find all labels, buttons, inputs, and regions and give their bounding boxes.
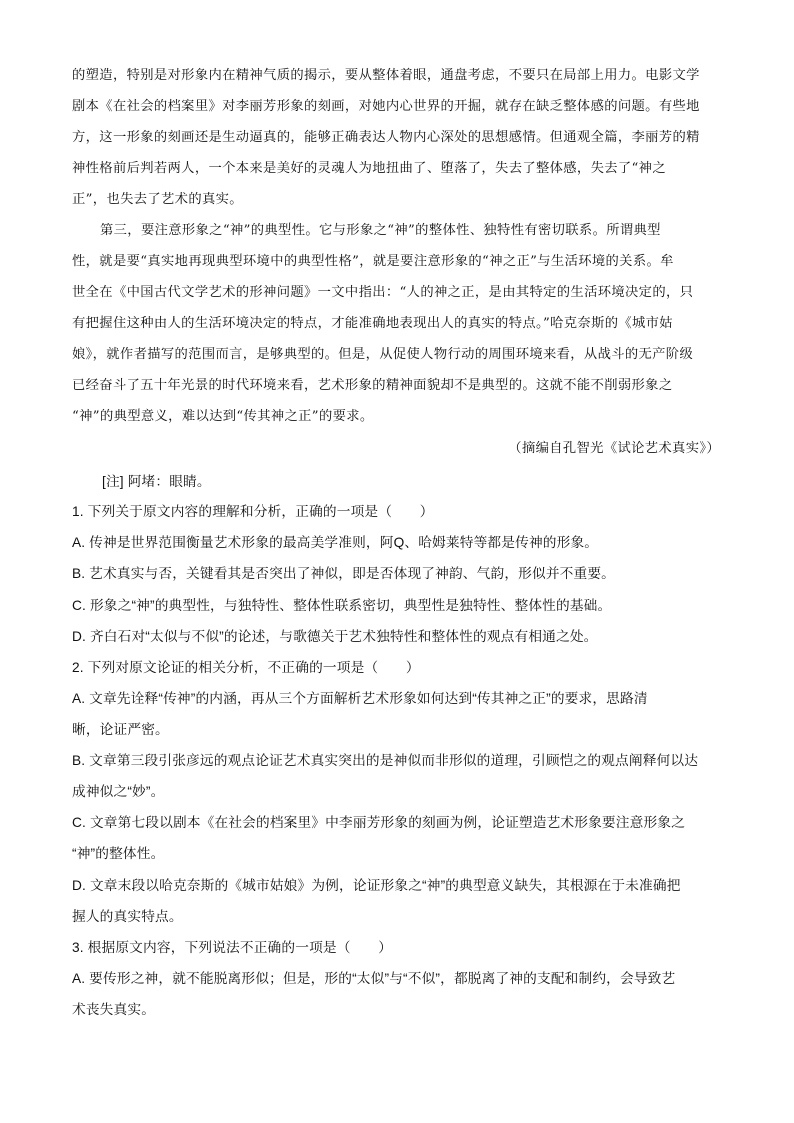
option-d[interactable]: D. 齐白石对“太似与不似”的论述，与歌德关于艺术独特性和整体性的观点有相通之处。 — [72, 629, 598, 644]
source-attribution: （摘编自孔智光《试论艺术真实》） — [508, 441, 720, 456]
option-b-continued[interactable]: 成神似之“妙”。 — [72, 784, 165, 799]
option-c-continued[interactable]: “神”的整体性。 — [72, 846, 165, 861]
text-line: 第三，要注意形象之“神”的典型性。它与形象之“神”的整体性、独特性有密切联系。所谓典型 — [100, 223, 661, 238]
text-line: 神性格前后判若两人，一个本来是美好的灵魂人为地扭曲了、堕落了，失去了整体感，失去了“神之 — [72, 161, 666, 176]
option-a[interactable]: A. 文章先诠释“传神”的内涵，再从三个方面解析艺术形象如何达到“传其神之正”的要求，思路清 — [72, 691, 648, 706]
text-line: 正”，也失去了艺术的真实。 — [72, 192, 243, 207]
text-line: 世全在《中国古代文学艺术的形神问题》一文中指出：“人的神之正，是由其特定的生活环境决定的，只 — [72, 285, 694, 300]
question-stem: 3. 根据原文内容，下列说法不正确的一项是（ ） — [72, 940, 393, 955]
option-b[interactable]: B. 艺术真实与否，关键看其是否突出了神似，即是否体现了神韵、气韵，形似并不重要。 — [72, 566, 616, 581]
annotation-note: [注] 阿堵：眼睛。 — [102, 474, 211, 489]
option-c[interactable]: C. 文章第七段以剧本《在社会的档案里》中李丽芳形象的刻画为例，论证塑造艺术形象要注意形象之 — [72, 815, 685, 830]
option-d-continued[interactable]: 握人的真实特点。 — [72, 909, 183, 924]
option-a[interactable]: A. 传神是世界范围衡量艺术形象的最高美学准则，阿Q、哈姆莱特等都是传神的形象。 — [72, 535, 599, 550]
option-a-continued[interactable]: 晰，论证严密。 — [72, 722, 169, 737]
option-d[interactable]: D. 文章末段以哈克奈斯的《城市姑娘》为例，论证形象之“神”的典型意义缺失，其根源在于未准确把 — [72, 878, 681, 893]
text-line: 方，这一形象的刻画还是生动逼真的，能够正确表达人物内心深处的思想感情。但通观全篇，李丽芳的精 — [72, 130, 700, 145]
text-line: 有把握住这种由人的生活环境决定的特点，才能准确地表现出人的真实的特点。”哈克奈斯的《城市姑 — [72, 316, 673, 331]
text-line: 剧本《在社会的档案里》对李丽芳形象的刻画，对她内心世界的开掘，就存在缺乏整体感的问题。有些地 — [72, 99, 700, 114]
text-line: 的塑造，特别是对形象内在精神气质的揭示，要从整体着眼，通盘考虑，不要只在局部上用力。电影文学 — [72, 68, 700, 83]
option-b[interactable]: B. 文章第三段引张彦远的观点论证艺术真实突出的是神似而非形似的道理，引顾恺之的观点阐释何以达 — [72, 753, 699, 768]
text-line: 性，就是要“真实地再现典型环境中的典型性格”，就是要注意形象的“神之正”与生活环境的关系。牟 — [72, 254, 674, 269]
text-line: 已经奋斗了五十年光景的时代环境来看，艺术形象的精神面貌却不是典型的。这就不能不削弱形象之 — [72, 378, 673, 393]
option-a[interactable]: A. 要传形之神，就不能脱离形似；但是，形的“太似”与“不似”，都脱离了神的支配和制约，会导致艺 — [72, 971, 676, 986]
text-line: “神”的典型意义，难以达到“传其神之正”的要求。 — [72, 409, 374, 424]
question-stem: 1. 下列关于原文内容的理解和分析，正确的一项是（ ） — [72, 504, 434, 519]
question-stem: 2. 下列对原文论证的相关分析，不正确的一项是（ ） — [72, 660, 420, 675]
option-c[interactable]: C. 形象之“神”的典型性，与独特性、整体性联系密切，典型性是独特性、整体性的基础。 — [72, 598, 612, 613]
text-line: 娘》，就作者描写的范围而言，是够典型的。但是，从促使人物行动的周围环境来看，从战斗的无产阶级 — [72, 347, 694, 362]
option-a-continued[interactable]: 术丧失真实。 — [72, 1002, 156, 1017]
